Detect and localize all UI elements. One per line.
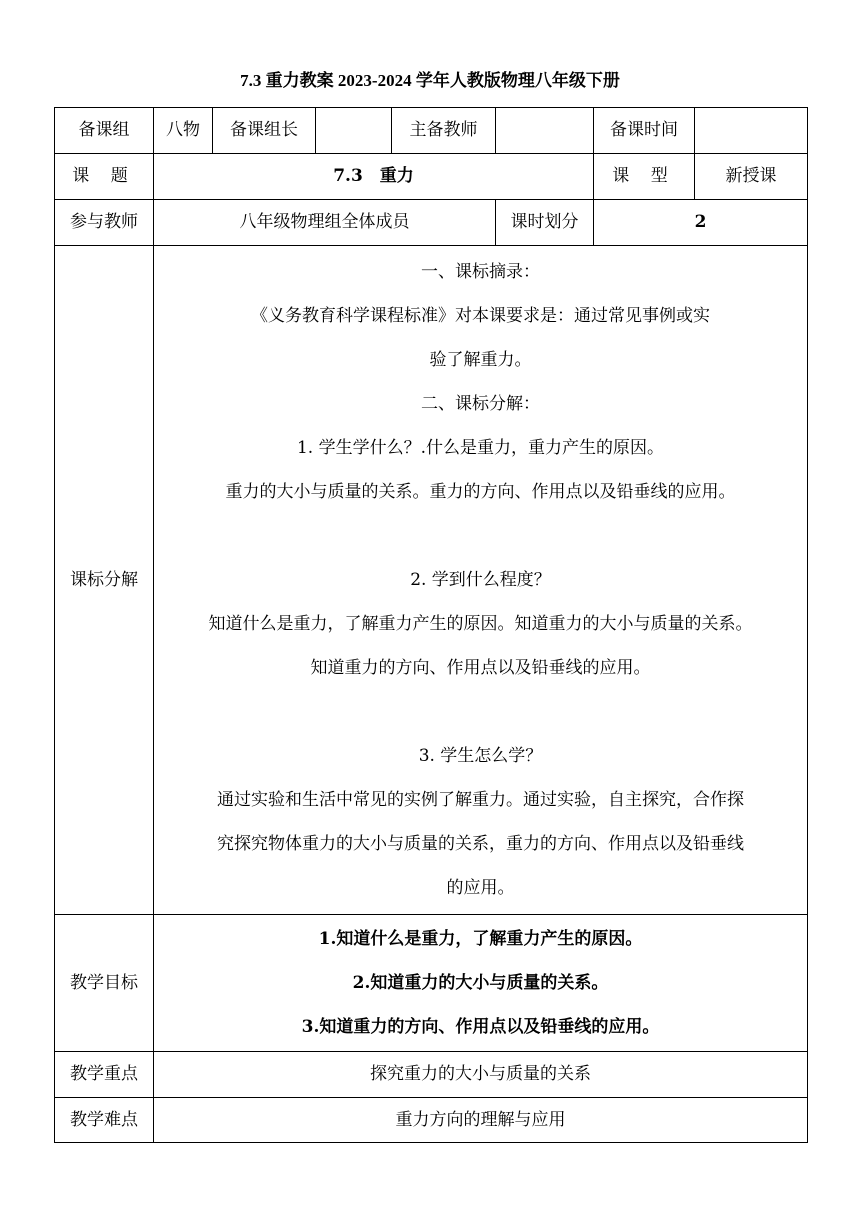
periods-label: 课时划分: [496, 200, 594, 246]
key-point-label: 教学重点: [55, 1052, 154, 1098]
teaching-goals-row: [55, 915, 808, 1052]
participants-label: 参与教师: [55, 200, 154, 246]
analysis-line: 重力的大小与质量的关系。重力的方向、作用点以及铅垂线的应用。: [225, 482, 736, 502]
analysis-line: 《义务教育科学课程标准》对本课要求是：通过常见事例或实: [251, 306, 710, 326]
lesson-plan-table: [54, 107, 808, 1143]
analysis-line: 验了解重力。: [429, 350, 532, 370]
standard-analysis-row: [55, 246, 808, 915]
lead-teacher-value: [496, 108, 594, 154]
analysis-line: 1. 学生学什么？.什么是重力，重力产生的原因。: [296, 438, 665, 458]
topic-row: [55, 154, 808, 200]
key-point-row: [55, 1052, 808, 1098]
analysis-line: 2. 学到什么程度？: [410, 570, 551, 590]
goal-line: 3.知道重力的方向、作用点以及铅垂线的应用。: [301, 1017, 660, 1037]
lead-teacher-label: 主备教师: [392, 108, 496, 154]
analysis-line: 知道什么是重力，了解重力产生的原因。知道重力的大小与质量的关系。: [208, 614, 753, 634]
lesson-type-value: 新授课: [695, 154, 808, 200]
group-leader-label: 备课组长: [213, 108, 316, 154]
analysis-line: 二、课标分解：: [421, 394, 540, 414]
prep-group-value: 八物: [154, 108, 213, 154]
goal-line: 1.知道什么是重力，了解重力产生的原因。: [318, 929, 643, 949]
goal-line: 2.知道重力的大小与质量的关系。: [352, 973, 609, 993]
analysis-line: 的应用。: [446, 878, 515, 898]
difficulty-row: [55, 1098, 808, 1143]
page-title: 7.3 重力教案 2023-2024 学年人教版物理八年级下册: [240, 71, 620, 90]
analysis-line: 3. 学生怎么学？: [418, 746, 543, 766]
topic-label: 课 题: [55, 154, 154, 200]
teaching-goals-label: 教学目标: [55, 915, 154, 1052]
participants-row: [55, 200, 808, 246]
analysis-line: 通过实验和生活中常见的实例了解重力。通过实验，自主探究，合作探: [217, 790, 744, 810]
analysis-line: 一、课标摘录：: [421, 262, 540, 282]
standard-analysis-label: 课标分解: [55, 246, 154, 915]
participants-value: 八年级物理组全体成员: [154, 200, 496, 246]
difficulty-value: 重力方向的理解与应用: [154, 1098, 808, 1143]
standard-analysis-content: [154, 246, 808, 915]
analysis-line: 知道重力的方向、作用点以及铅垂线的应用。: [310, 658, 651, 678]
periods-value: 2: [594, 200, 808, 246]
key-point-value: 探究重力的大小与质量的关系: [154, 1052, 808, 1098]
topic-value: 7.3 重力: [154, 154, 594, 200]
prep-info-row: [55, 108, 808, 154]
spacer: [154, 514, 807, 558]
spacer: [154, 690, 807, 734]
teaching-goals-content: [154, 915, 808, 1052]
prep-time-value: [695, 108, 808, 154]
difficulty-label: 教学难点: [55, 1098, 154, 1143]
prep-group-label: 备课组: [55, 108, 154, 154]
lesson-type-label: 课 型: [594, 154, 695, 200]
group-leader-value: [316, 108, 392, 154]
prep-time-label: 备课时间: [594, 108, 695, 154]
analysis-line: 究探究物体重力的大小与质量的关系，重力的方向、作用点以及铅垂线: [217, 834, 744, 854]
